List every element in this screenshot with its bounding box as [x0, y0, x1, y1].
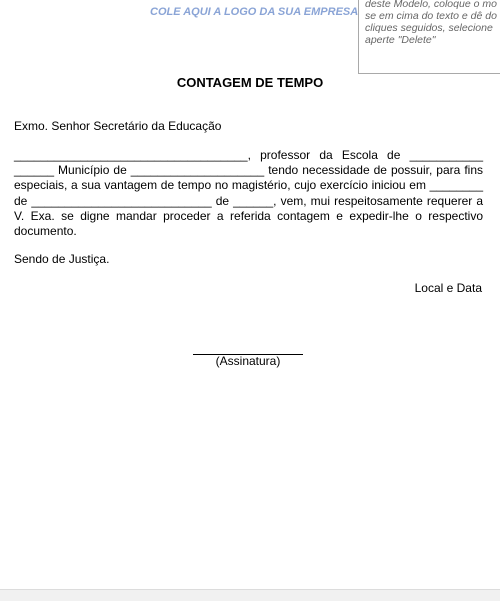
signature-label: (Assinatura) — [215, 354, 281, 368]
closing-text: Sendo de Justiça. — [14, 252, 110, 266]
body-paragraph — [14, 148, 483, 239]
document-title: CONTAGEM DE TEMPO — [176, 75, 324, 90]
logo-placeholder: COLE AQUI A LOGO DA SUA EMPRESA — [150, 6, 359, 18]
instruction-note — [358, 0, 500, 74]
instruction-line: cliques seguidos, selecione — [365, 22, 493, 34]
instruction-line: deste Modelo, coloque o mo — [365, 0, 497, 10]
salutation: Exmo. Senhor Secretário da Educação — [14, 119, 222, 133]
instruction-line: se em cima do texto e dê do — [365, 10, 497, 22]
body-first-line: ___________________________________, professor da Escola de ___________ — [14, 148, 483, 162]
place-and-date: Local e Data — [414, 281, 482, 295]
instruction-line: aperte "Delete" — [365, 34, 436, 46]
body-text: ______ Município de ____________________ tendo necessidade de possuir, para fins especiais, a sua vantagem de tempo no magistério, cujo exercício iniciou em ________ de ___________________________ de ______, vem, mui respeitosamente requerer a V. Exa. se digne mandar proceder a referida contagem e expedir-lhe o respectivo documento. — [14, 163, 483, 239]
bottom-scrollbar[interactable] — [0, 589, 500, 601]
